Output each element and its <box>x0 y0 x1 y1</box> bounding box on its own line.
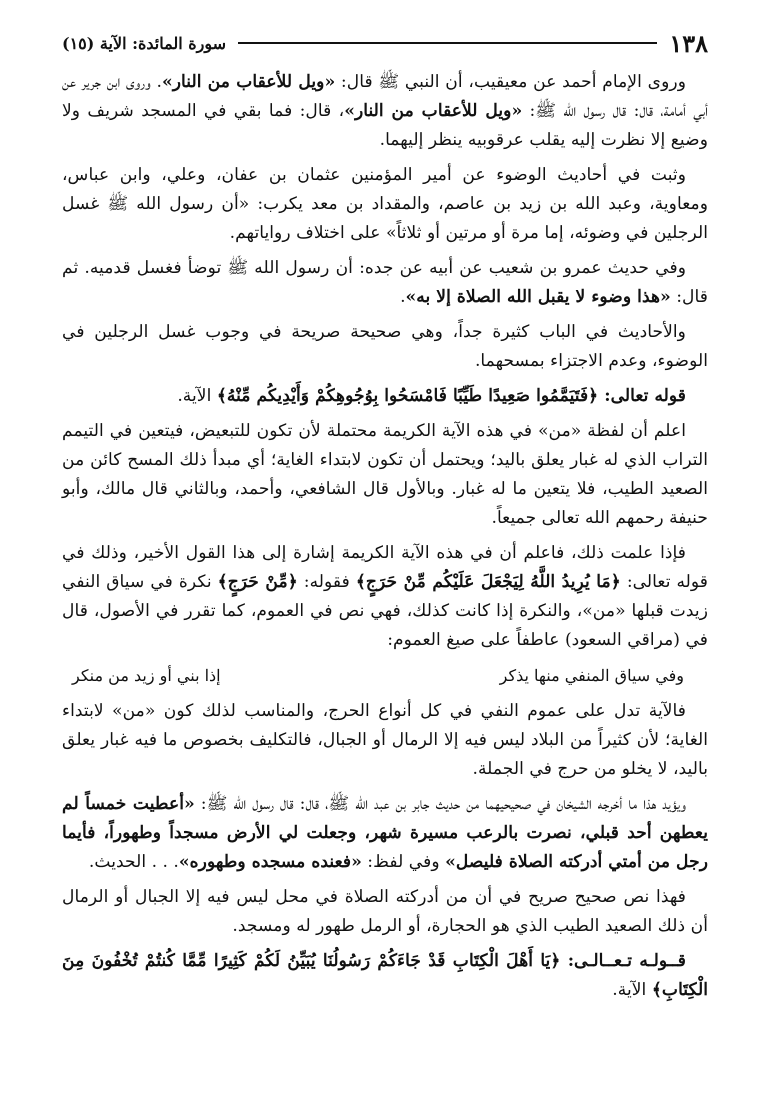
text-run: نكرة في سياق النفي زيدت قبلها «من»، والنكرة إذا كانت كذلك، فهي نص في العموم، كما تقرر في الأصول، قال في (مراقي السعود) عاطفاً على صيغ العموم: <box>62 572 708 650</box>
header-rule <box>238 42 657 44</box>
paragraph <box>62 883 708 941</box>
text-run: وفي لفظ: <box>361 852 446 872</box>
text-run: وفي حديث عمرو بن شعيب عن أبيه عن جده: أن رسول الله ﷺ توضأ فغسل قدميه. ثم قال: <box>62 258 708 307</box>
text-run: . <box>400 287 406 307</box>
text-run: والأحاديث في الباب كثيرة جداً، وهي صحيحة صريحة في وجوب غسل الرجلين في الوضوء، وعدم الاجتزاء بمسحهما. <box>62 322 708 371</box>
emphasized-text: ﴿يَا أَهْلَ الْكِتَابِ قَدْ جَاءَكُمْ رَسُولُنَا يُبَيِّنُ لَكُمْ كَثِيرًا مِّمَّا كُنتُمْ تُخْفُونَ مِنَ الْكِتَابِ﴾ <box>62 951 708 1000</box>
text-run: فقوله: <box>297 572 356 592</box>
text-run: فالآية تدل على عموم النفي في كل أنواع الحرج، والمناسب لذلك كون «من» لابتداء الغاية؛ لأن كثيراً من البلاد ليس فيه إلا الرمال أو الجبال، فالتكليف بخصوص ما فيه غبار يعلق باليد، لا يخلو من حرج في الجملة. <box>62 701 708 779</box>
page-body <box>62 68 708 1005</box>
text-run: ، قال: فما بقي في المسجد شريف ولا وضيع إلا نظرت إليه يقلب عرقوبيه ينظر إليهما. <box>62 101 708 150</box>
emphasized-text: «ويل للأعقاب من النار» <box>344 101 523 121</box>
text-run: اعلم أن لفظة «من» في هذه الآية الكريمة محتملة لأن تكون للتبعيض، فيتعين في التيمم التراب الذي له غبار يعلق باليد؛ ويحتمل أن تكون لابتداء الغاية؛ أي مبدأ ذلك المسح كائن من الصعيد الطيب، فلا يتعين ما له غبار. وبالأول قال الشافعي، وأحمد، وبالثاني قال مالك، وأبو حنيفة رحمهم الله تعالى جميعاً. <box>62 421 708 528</box>
emphasized-text: «فعنده مسجده وطهوره» <box>178 852 362 872</box>
paragraph-group-2 <box>62 697 708 1005</box>
page-header <box>62 28 708 58</box>
paragraph <box>62 254 708 312</box>
emphasized-text: قوله تعالى: <box>598 386 686 406</box>
text-run: فإذا علمت ذلك، فاعلم أن في هذه الآية الكريمة إشارة إلى هذا القول الأخير، وذلك في قوله تعالى: <box>62 543 709 592</box>
emphasized-text: «ويل للأعقاب من النار» <box>162 72 336 92</box>
text-run: وثبت في أحاديث الوضوء عن أمير المؤمنين عثمان بن عفان، وعلي، وابن عباس، ومعاوية، وعبد الله بن زيد بن عاصم، والمقداد بن معد يكرب: «أن رسول الله ﷺ غسل الرجلين في وضوئه، إما مرة أو مرتين أو ثلاثاً» على اختلاف رواياتهم. <box>62 165 708 243</box>
emphasized-text: قــولـه تـعــالـى: <box>560 951 686 971</box>
paragraph <box>62 947 708 1005</box>
text-run: . . . الحديث. <box>88 852 179 872</box>
page-number: ١٣٨ <box>669 28 708 58</box>
emphasized-text: «هذا وضوء لا يقبل الله الصلاة إلا به» <box>405 287 671 307</box>
paragraph <box>62 417 708 533</box>
paragraph <box>62 161 708 248</box>
verse-second-hemistich: إذا بني أو زيد من منكر <box>72 666 221 685</box>
running-title: سورة المائدة: الآية (١٥) <box>62 33 227 53</box>
text-run: الآية. <box>612 980 652 1000</box>
text-run: وروى الإمام أحمد عن معيقيب، أن النبي ﷺ قال: <box>335 72 686 92</box>
paragraph <box>62 790 708 877</box>
text-run: . وروى ابن جرير عن أبي أمامة، قال: قال رسول الله ﷺ: <box>62 72 708 121</box>
text-run: فهذا نص صحيح صريح في أن من أدركته الصلاة في محل ليس فيه إلا الجبال أو الرمال أن ذلك الصعيد الطيب الذي هو الحجارة، أو الرمل طهور له ومسجد. <box>62 887 708 936</box>
emphasized-text: ﴿مِّنْ حَرَجٍ﴾ <box>217 572 298 592</box>
text-run: الآية. <box>177 386 217 406</box>
emphasized-text: ﴿مَا يُرِيدُ اللَّهُ لِيَجْعَلَ عَلَيْكُم مِّنْ حَرَجٍ﴾ <box>355 572 621 592</box>
paragraph <box>62 318 708 376</box>
text-run: ويؤيد هذا ما أخرجه الشيخان في صحيحيهما من حديث جابر بن عبد الله ﷺ، قال: قال رسول الله ﷺ: <box>194 794 686 814</box>
verse-first-hemistich: وفي سياق المنفي منها يذكر <box>499 666 684 685</box>
paragraph <box>62 382 708 411</box>
paragraph-group-1 <box>62 68 708 655</box>
paragraph <box>62 539 708 655</box>
emphasized-text: «أعطيت خمساً لم يعطهن أحد قبلي، نصرت بالرعب مسيرة شهر، وجعلت لي الأرض مسجداً وطهوراً، فأيما رجل من أمتي أدركته الصلاة فليصل» <box>62 794 708 872</box>
paragraph <box>62 697 708 784</box>
emphasized-text: ﴿فَتَيَمَّمُوا صَعِيدًا طَيِّبًا فَامْسَحُوا بِوُجُوهِكُمْ وَأَيْدِيكُم مِّنْهُ﴾ <box>216 386 599 406</box>
poetry-verse <box>62 661 708 691</box>
paragraph <box>62 68 708 155</box>
